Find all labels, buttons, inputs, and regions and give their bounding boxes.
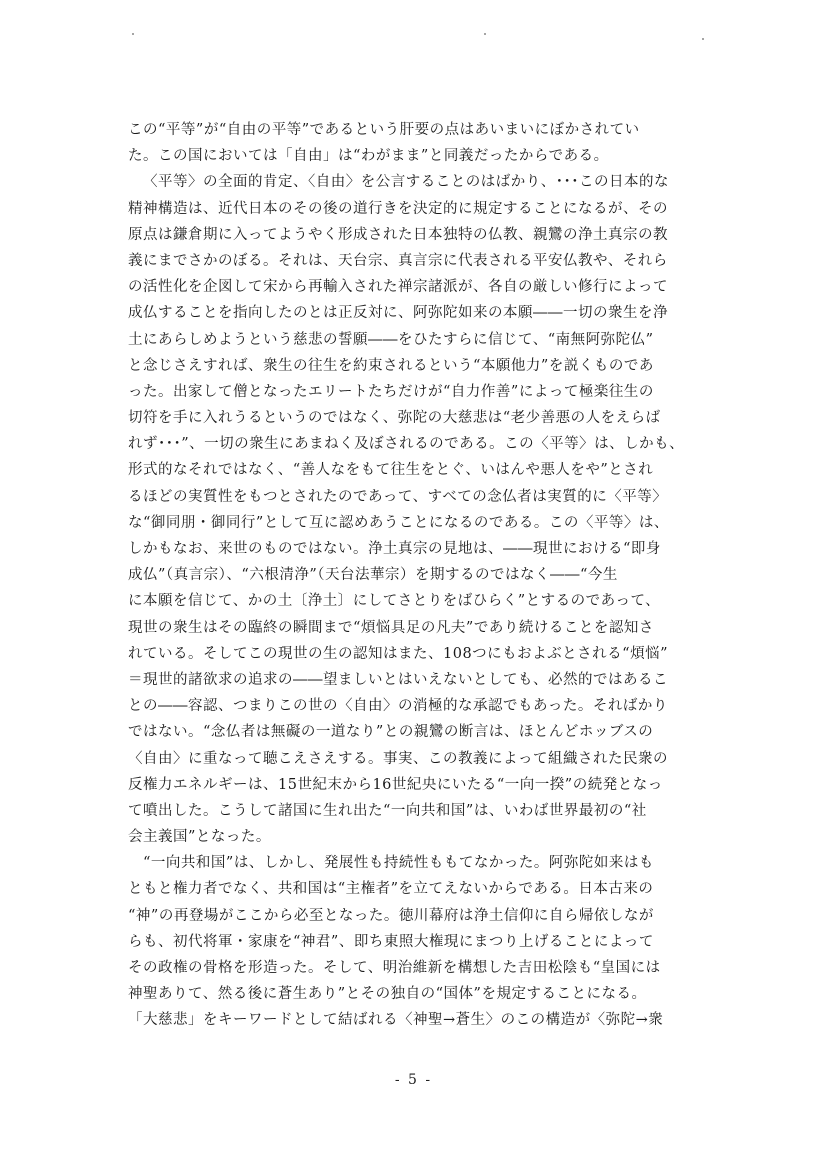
text-line: 〈平等〉の全面的肯定、〈自由〉を公言することのはばかり、･･･この日本的な — [143, 174, 669, 191]
text-line: しかもなお、来世のものではない。浄土真宗の見地は、――現世における“即身 — [128, 541, 661, 557]
text-line: 神聖ありて、然る後に蒼生あり”とその独自の“国体”を規定することになる。 — [128, 986, 647, 1003]
text-line: 義にまでさかのぼる。それは、天台宗、真言宗に代表される平安仏教や、それら — [128, 252, 668, 269]
text-line: らも、初代将軍・家康を“神君”、即ち東照大権現にまつり上げることによって — [128, 933, 654, 950]
text-line: 形式的なそれではなく、“善人なをもて往生をとぐ、いはんや悪人をや”とされ — [128, 462, 654, 479]
text-line: に本願を信じて、かの土〔浄土〕にしてさとりをばひらく”とするのであって、 — [128, 593, 661, 610]
scan-speck — [484, 33, 486, 35]
page-number: - 5 - — [394, 1072, 433, 1088]
text-line: 現世の衆生はその臨終の瞬間まで“煩悩具足の凡夫”であり続けることを認知さ — [128, 619, 654, 636]
body-text — [128, 117, 718, 1034]
text-line: 原点は鎌倉期に入ってようやく形成された日本独特の仏教、親鸞の浄土真宗の教 — [128, 226, 668, 243]
text-line: た。この国においては「自由」は“わがまま”と同義だったからである。 — [128, 148, 609, 165]
text-line: “一向共和国”は、しかし、発展性も持続性ももてなかった。阿弥陀如来はも — [143, 855, 654, 872]
text-line: “神”の再登場がここから必至となった。徳川幕府は浄土信仰に自ら帰依しなが — [128, 907, 654, 924]
text-line: との――容認、つまりこの世の〈自由〉の消極的な承認でもあった。そればかり — [128, 698, 668, 715]
text-line: ではない。“念仏者は無礙の一道なり”との親鸞の断言は、ほとんどホッブスの — [128, 724, 654, 741]
text-line: 土にあらしめようという慈悲の誓願――をひたすらに信じて、“南無阿弥陀仏” — [128, 331, 654, 348]
text-line: 成仏することを指向したのとは正反対に、阿弥陀如来の本願――一切の衆生を浄 — [128, 305, 668, 322]
scan-speck — [132, 33, 134, 35]
text-line: ともと権力者でなく、共和国は“主権者”を立てえないからである。日本古来の — [128, 881, 654, 898]
text-line: と念じさえすれば、衆生の往生を約束されるという“本願他力”を説くものであ — [128, 357, 654, 374]
text-line: った。出家して僧となったエリートたちだけが“自力作善”によって極楽往生の — [128, 383, 654, 400]
text-line: 「大慈悲」をキーワードとして結ばれる〈神聖→蒼生〉のこの構造が〈弥陀→衆 — [128, 1012, 664, 1029]
text-line: の活性化を企図して宋から再輸入された禅宗諸派が、各自の厳しい修行によって — [128, 279, 668, 296]
text-line: 精神構造は、近代日本のその後の道行きを決定的に規定することになるが、その — [128, 200, 668, 217]
text-line: この“平等”が“自由の平等”であるという肝要の点はあいまいにぼかされてい — [128, 122, 640, 138]
text-line: な“御同朋・御同行”として互に認めあうことになるのである。この〈平等〉は、 — [128, 514, 669, 531]
text-line: 〈自由〉に重なって聴こえさえする。事実、この教義によって組織された民衆の — [128, 750, 668, 767]
text-line: ＝現世的諸欲求の追求の――望ましいとはいえないとしても、必然的ではあるこ — [128, 671, 668, 688]
text-line: 会主義国”となった。 — [128, 829, 271, 846]
text-line: 切符を手に入れうるというのではなく、弥陀の大慈悲は“老少善悪の人をえらば — [128, 410, 661, 427]
text-line: て噴出した。こうして諸国に生れ出た“一向共和国”は、いわば世界最初の“社 — [128, 802, 647, 819]
scan-speck — [702, 38, 704, 40]
text-line: るほどの実質性をもつとされたのであって、すべての念仏者は実質的に〈平等〉 — [128, 488, 668, 505]
text-line: その政権の骨格を形造った。そして、明治維新を構想した吉田松陰も“皇国には — [128, 960, 661, 976]
text-line: 成仏”（真言宗）、“六根清浄”（天台法華宗）を期するのではなく――“今生 — [128, 567, 618, 584]
text-line: 反権力エネルギーは、15世紀末から16世紀央にいたる“一向一揆”の続発となっ — [128, 776, 663, 793]
text-line: れず･･･”、一切の衆生にあまねく及ぼされるのである。この〈平等〉は、しかも、 — [128, 436, 685, 453]
text-line: れている。そしてこの現世の生の認知はまた、108つにもおよぶとされる“煩悩” — [128, 645, 668, 662]
